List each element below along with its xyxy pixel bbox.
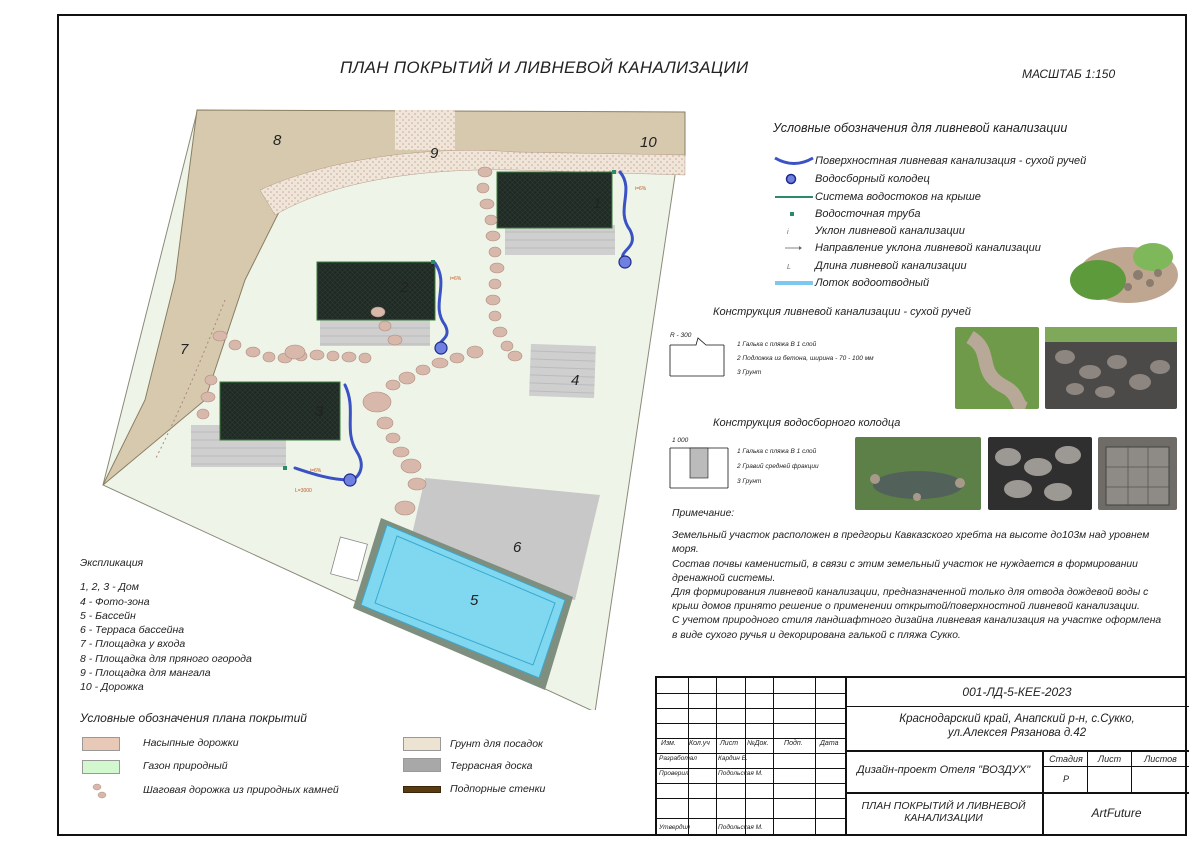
catch-well-layers: 1 Галька с пляжа В 1 слой 2 Гравий средней фракции 3 Грунт	[737, 448, 819, 485]
stamp-project: Дизайн-проект Отеля "ВОЗДУХ"	[856, 764, 1031, 776]
zone-label-5: 5	[470, 592, 479, 609]
stamp-address: Краснодарский край, Анапский р-н, с.Сукко, ул.Алексея Рязанова д.42	[899, 713, 1135, 739]
legend-item-length: L Длина ливневой канализации	[773, 258, 967, 274]
swatch-planting-ground	[403, 737, 441, 751]
zone-label-2: 2	[400, 279, 409, 296]
explication-row: 5 - Бассейн	[80, 609, 136, 622]
dry-stream-photo-1	[955, 327, 1039, 409]
plants-photo	[1058, 235, 1178, 307]
photo-zone	[529, 344, 596, 398]
stepping-stone-icon	[90, 782, 114, 800]
stamp-sheets-label: Листов	[1144, 754, 1177, 764]
explication-row: 6 - Терраса бассейна	[80, 624, 185, 637]
coverage-item-label: Газон природный	[143, 760, 228, 772]
dry-stream-title: Конструкция ливневой канализации - сухой ручей	[713, 306, 971, 318]
explication-row: 1, 2, 3 - Дом	[80, 581, 139, 594]
explication-row: 10 - Дорожка	[80, 681, 144, 694]
zone-label-9: 9	[430, 145, 439, 162]
roof-drain-line-icon	[773, 190, 815, 204]
catch-well-title: Конструкция водосборного колодца	[713, 417, 901, 429]
explication-row: 9 - Площадка для мангала	[80, 667, 211, 680]
note-paragraph: Земельный участок расположен в предгорьи Кавказского хребта на высоте до103м над уровнем моря.	[672, 530, 1150, 556]
svg-text:i=6%: i=6%	[450, 276, 462, 282]
stamp-header-izm: Изм.	[661, 740, 676, 747]
stamp-person: Подольская М.	[718, 824, 763, 831]
zone-label-10: 10	[640, 134, 657, 151]
svg-text:i=6%: i=6%	[310, 468, 322, 474]
coverage-item-label: Террасная доска	[450, 760, 533, 772]
svg-text:i: i	[787, 229, 789, 236]
stamp-header-doc: №Док.	[747, 740, 769, 747]
legend-item-slope: i Уклон ливневой канализации	[773, 223, 965, 239]
stamp-header-list: Лист	[720, 740, 739, 747]
explication-row: 8 - Площадка для пряного огорода	[80, 652, 252, 665]
explication	[80, 556, 252, 695]
stamp-code: 001-ЛД-5-КЕЕ-2023	[962, 685, 1072, 699]
catch-well-dim: 1 000	[672, 437, 689, 444]
dry-stream-layers: 1 Галька с пляжа В 1 слой 2 Подложка из бетона, ширина - 70 - 100 мм 3 Грунт	[737, 341, 874, 376]
catch-well-photo-2	[988, 437, 1092, 510]
scale-label: МАСШТАБ 1:150	[1022, 67, 1116, 81]
stamp-role: Утвердил	[659, 824, 690, 831]
slope-icon	[773, 224, 815, 238]
stamp-role: Проверил	[659, 770, 689, 777]
swatch-bulk-path	[82, 737, 120, 751]
zone-label-6: 6	[513, 539, 522, 556]
coverage-item-label: Грунт для посадок	[450, 738, 543, 750]
stamp-company: ArtFuture	[1091, 806, 1142, 820]
catch-well-photo-3	[1098, 437, 1177, 510]
length-icon	[773, 259, 815, 273]
note-heading: Примечание:	[672, 508, 735, 519]
stamp-person: Подольская М.	[718, 770, 763, 777]
dry-stream-dim: R - 300	[670, 332, 692, 339]
stamp-sheet-label: Лист	[1097, 754, 1122, 764]
stamp-drawing-title: ПЛАН ПОКРЫТИЙ И ЛИВНЕВОЙ КАНАЛИЗАЦИИ	[861, 800, 1026, 824]
svg-text:L=3000: L=3000	[295, 488, 312, 494]
house-1	[497, 172, 615, 255]
legend-item-slope-direction: Направление уклона ливневой канализации	[773, 240, 1041, 256]
swatch-deck	[403, 758, 441, 772]
stamp-header-date: Дата	[820, 740, 839, 747]
downpipe-icon	[773, 207, 815, 221]
svg-text:L: L	[787, 264, 791, 271]
zone-label-3: 3	[315, 403, 324, 420]
page-title: ПЛАН ПОКРЫТИЙ И ЛИВНЕВОЙ КАНАЛИЗАЦИИ	[340, 58, 749, 77]
legend-item-catch-well: Водосборный колодец	[773, 171, 930, 187]
stamp-stage-value: Р	[1062, 774, 1069, 784]
stamp-stage-label: Стадия	[1049, 754, 1083, 764]
coverage-item-label: Подпорные стенки	[450, 783, 546, 795]
catch-well-photo-1	[855, 437, 981, 510]
catch-well-icon	[773, 172, 815, 186]
stamp-header-sign: Подп.	[784, 740, 803, 747]
zone-label-7: 7	[180, 341, 189, 358]
dry-stream-icon	[773, 154, 815, 168]
explication-row: 4 - Фото-зона	[80, 595, 150, 608]
catch-well-section-diagram	[668, 440, 730, 490]
stamp-role: Разработал	[659, 755, 697, 762]
drainage-legend-title: Условные обозначения для ливневой канализации	[773, 121, 1068, 135]
coverage-legend-title: Условные обозначения плана покрытий	[80, 711, 307, 725]
explication-title: Экспликация	[80, 557, 144, 569]
slope-direction-icon	[773, 241, 815, 255]
svg-text:i=6%: i=6%	[635, 186, 647, 192]
coverage-item-label: Шаговая дорожка из природных камней	[143, 784, 339, 796]
drain-tray-icon	[773, 276, 815, 290]
note-block	[672, 507, 1162, 643]
stamp-person: Кардин Е.	[718, 755, 748, 762]
gravel-area-9	[395, 110, 455, 150]
zone-label-4: 4	[571, 372, 580, 389]
note-paragraph: С учетом природного стиля ландшафтного дизайна ливневая канализация на участке оформлена в виде сухого ручья и декорирована галькой с пляжа Сукко.	[672, 615, 1162, 641]
dry-stream-photo-2	[1045, 327, 1177, 409]
swatch-lawn	[82, 760, 120, 774]
stamp-header-kol: Кол.уч	[689, 740, 710, 747]
legend-item-roof-drain: Система водостоков на крыше	[773, 189, 981, 205]
note-paragraph: Состав почвы каменистый, в связи с этим земельный участок не нуждается в формировании дренажной системы.	[672, 558, 1138, 584]
legend-item-dry-stream: Поверхностная ливневая канализация - сухой ручей	[773, 153, 1086, 169]
legend-item-downpipe: Водосточная труба	[773, 206, 920, 222]
coverage-item-label: Насыпные дорожки	[143, 737, 239, 749]
house-2	[317, 262, 435, 346]
zone-label-8: 8	[273, 132, 282, 149]
swatch-retaining-wall	[403, 786, 441, 793]
zone-label-1: 1	[593, 195, 602, 212]
title-block	[655, 676, 1187, 836]
note-paragraph: Для формирования ливневой канализации, предназначенной только для отвода дождевой воды с крыш домов принято решение о применении открытой/поверхностной ливневой канализации.	[672, 587, 1149, 613]
explication-row: 7 - Площадка у входа	[80, 638, 186, 651]
legend-item-drain-tray: Лоток водоотводный	[773, 275, 929, 291]
